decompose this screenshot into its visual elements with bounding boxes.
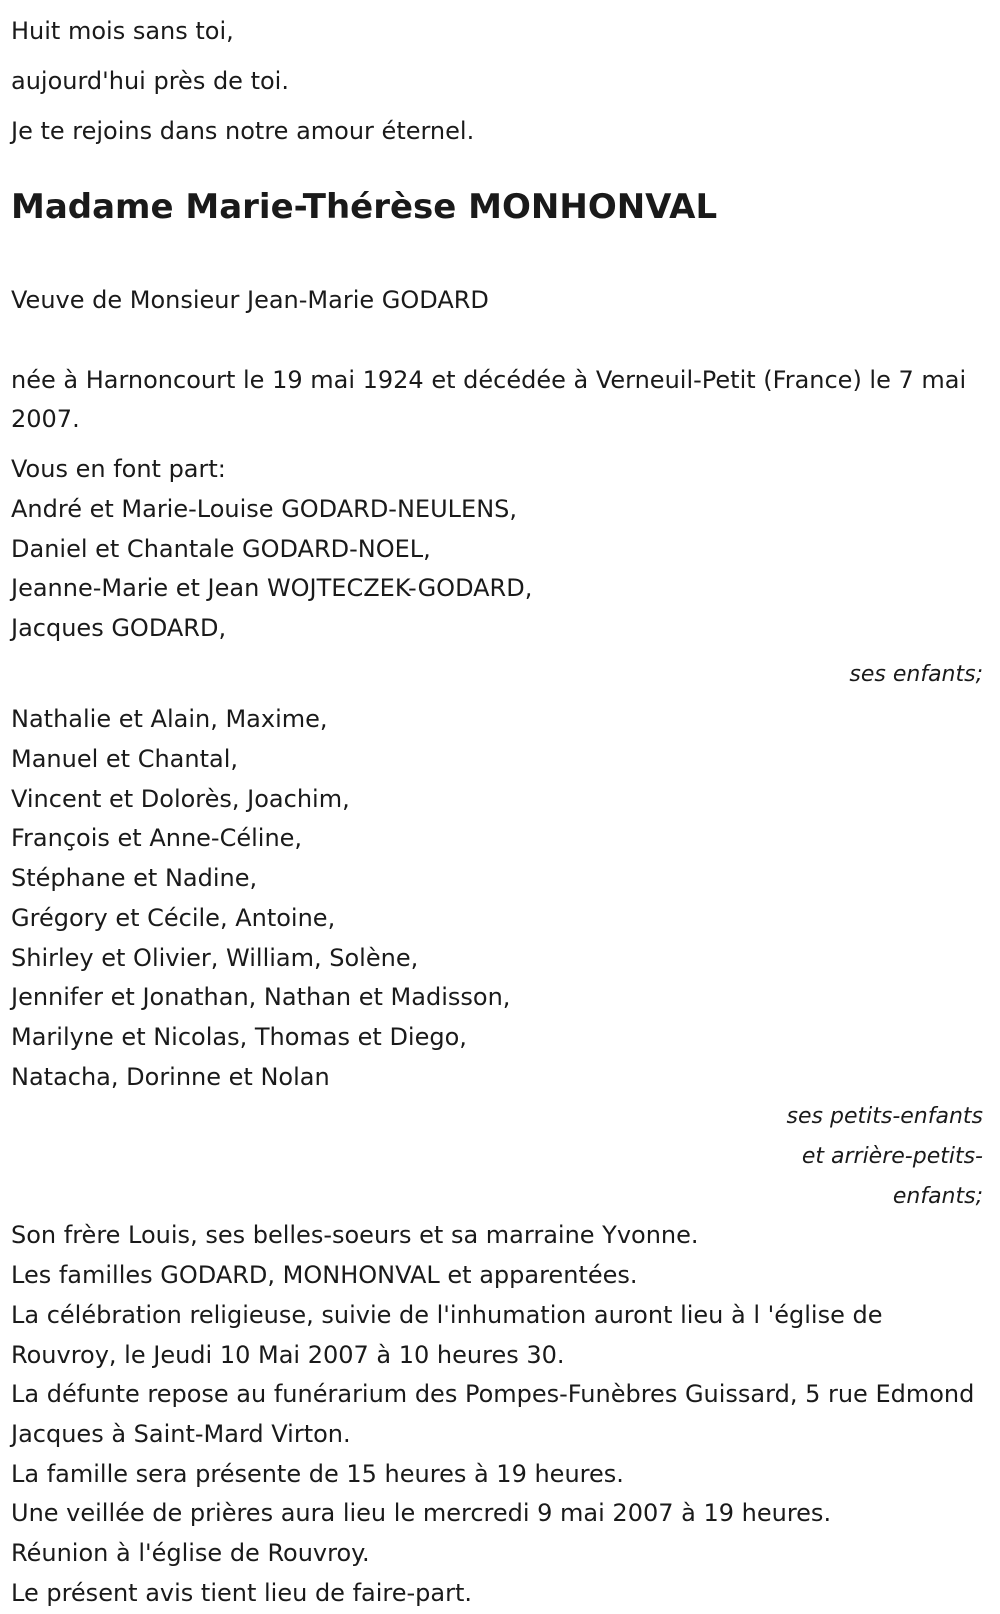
closing-line: La famille sera présente de 15 heures à 19 heures.: [11, 1459, 624, 1488]
list-item: Jeanne-Marie et Jean WOJTECZEK-GODARD,: [11, 574, 533, 603]
children-list: [11, 490, 983, 649]
obituary-notice: [11, 0, 983, 1614]
grandchildren-label-line: et arrière-petits-: [801, 1144, 983, 1170]
poem-line: Huit mois sans toi,: [11, 17, 234, 45]
list-item: Daniel et Chantale GODARD-NOEL,: [11, 534, 431, 563]
list-item: André et Marie-Louise GODARD-NEULENS,: [11, 494, 518, 523]
list-item: Jacques GODARD,: [11, 613, 227, 642]
list-item: Stéphane et Nadine,: [11, 864, 258, 893]
ceremony-line: La célébration religieuse, suivie de l'inhumation auront lieu à l 'église de Rouvroy, le Jeudi 10 Mai 2007 à 10 heures 30.: [11, 1300, 883, 1369]
grandchildren-label-line: ses petits-enfants: [786, 1104, 983, 1130]
list-item: Shirley et Olivier, William, Solène,: [11, 943, 419, 972]
list-item: Jennifer et Jonathan, Nathan et Madisson,: [11, 983, 511, 1012]
closing-line: Une veillée de prières aura lieu le mercredi 9 mai 2007 à 19 heures.: [11, 1499, 832, 1528]
list-item: Natacha, Dorinne et Nolan: [11, 1062, 330, 1091]
closing-line: Le présent avis tient lieu de faire-part.: [11, 1578, 473, 1607]
list-item: Marilyne et Nicolas, Thomas et Diego,: [11, 1022, 467, 1051]
list-item: François et Anne-Céline,: [11, 824, 303, 853]
birth-death-line: née à Harnoncourt le 19 mai 1924 et décédée à Verneuil-Petit (France) le 7 mai 2007.: [11, 365, 967, 434]
list-item: Nathalie et Alain, Maxime,: [11, 705, 328, 734]
children-label: ses enfants;: [849, 661, 983, 687]
poem-line: aujourd'hui près de toi.: [11, 67, 289, 95]
list-item: Grégory et Cécile, Antoine,: [11, 903, 336, 932]
grandchildren-list: [11, 700, 983, 1097]
grandchildren-label-line: enfants;: [892, 1183, 983, 1209]
closing-line: Réunion à l'église de Rouvroy.: [11, 1539, 370, 1568]
closing-line: Les familles GODARD, MONHONVAL et apparentées.: [11, 1261, 638, 1290]
closing-section: [11, 1216, 983, 1613]
list-item: Vincent et Dolorès, Joachim,: [11, 784, 350, 813]
poem-line: Je te rejoins dans notre amour éternel.: [11, 117, 475, 145]
widow-line: Veuve de Monsieur Jean-Marie GODARD: [11, 286, 489, 314]
deceased-name: Madame Marie-Thérèse MONHONVAL: [11, 187, 718, 227]
intro-line: Vous en font part:: [11, 455, 226, 484]
list-item: Manuel et Chantal,: [11, 745, 239, 774]
poem: [11, 6, 983, 156]
grandchildren-label: [11, 1097, 983, 1216]
funeral-home-line: La défunte repose au funérarium des Pompes-Funèbres Guissard, 5 rue Edmond Jacques à Saint-Mard Virton.: [11, 1380, 975, 1448]
closing-line: Son frère Louis, ses belles-soeurs et sa marraine Yvonne.: [11, 1221, 699, 1250]
